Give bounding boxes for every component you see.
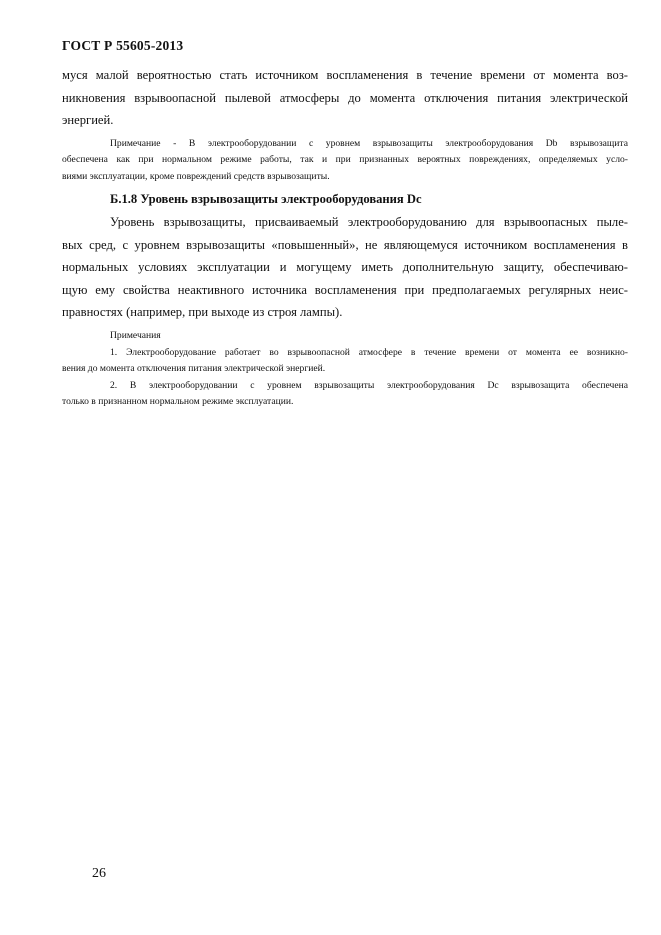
paragraph-line: щую ему свойства неактивного источника воспламенения при предполагаемых регулярных неис- [62,282,628,297]
note-line: 1. Электрооборудование работает во взрывоопасной атмосфере в течение времени от момента ее возникно- [110,346,628,358]
note-line: виями эксплуатации, кроме повреждений средств взрывозащиты. [62,170,330,182]
paragraph-line: нормальных условиях эксплуатации и могущему иметь дополнительную защиту, обеспечиваю- [62,260,628,274]
note-line: вения до момента отключения питания электрической энергией. [62,363,326,374]
paragraph-line: Уровень взрывозащиты, присваиваемый электрооборудованию для взрывоопасных пыле- [110,215,628,229]
notes-title: Примечания [110,329,161,341]
continued-text-line: никновения взрывоопасной пылевой атмосферы до момента отключения питания электрической [62,90,628,105]
note-line: Примечание - В электрооборудовании с уровнем взрывозащиты электрооборудования Db взрывозащита [110,137,628,149]
section-heading: Б.1.8 Уровень взрывозащиты электрооборудования Dc [110,192,422,206]
section-paragraph [62,211,628,324]
paragraph-line: правностях (например, при выходе из строя лампы). [62,305,343,319]
document-header: ГОСТ Р 55605-2013 [62,38,184,53]
note-line: только в признанном нормальном режиме эксплуатации. [62,396,294,407]
note-block [62,136,628,186]
paragraph-line: вых сред, с уровнем взрывозащиты «повышенный», не являющемуся источником воспламенения в [62,237,628,252]
continued-text-line: муся малой вероятностью стать источником воспламенения в течение времени от момента воз- [62,68,628,82]
continued-text-line: энергией. [62,113,114,127]
page-number: 26 [92,866,106,881]
notes-list [62,345,628,411]
note-line: обеспечена как при нормальном режиме работы, так и при признанных вероятных повреждениях, определяемых усло- [62,154,628,165]
note-line: 2. В электрооборудовании с уровнем взрывозащиты электрооборудования Dc взрывозащита обеспечена [110,379,628,391]
page-content [62,64,628,411]
